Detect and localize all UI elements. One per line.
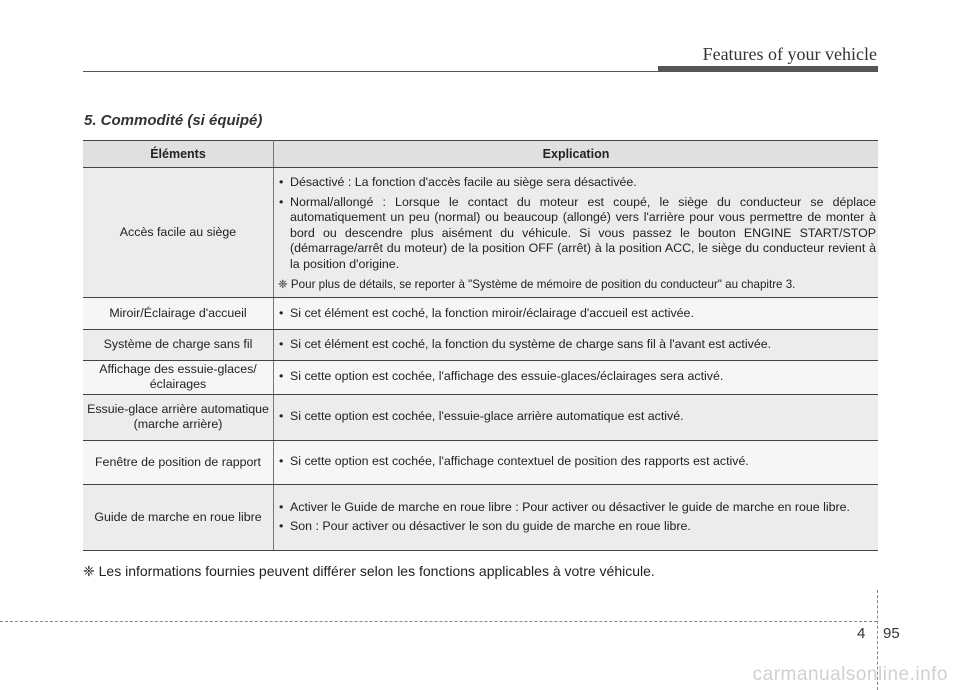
explication-bullet: • Si cet élément est coché, la fonction du système de charge sans fil à l'avant est activée. (278, 337, 876, 353)
row-item: Fenêtre de position de rapport (83, 440, 274, 484)
header-title: Features of your vehicle (702, 44, 877, 64)
explication-bullet: • Si cet élément est coché, la fonction miroir/éclairage d'accueil est activée. (278, 306, 876, 322)
row-item: Essuie-glace arrière automatique (marche arrière) (83, 394, 274, 440)
explication-bullet: • Normal/allongé : Lorsque le contact du moteur est coupé, le siège du conducteur se déplace automatiquement un peu (normal) ou beaucoup (allongé) vers l'arrière pour vous permettre de monter à bord ou descendre plus aisément du véhicule. Si vous passez le bouton ENGINE START/STOP (démarrage/arrêt du moteur) de la position OFF (arrêt) à la position ACC, le siège du conducteur revient à la position d'origine. (278, 195, 876, 273)
row-explication (274, 484, 879, 550)
row-item: Guide de marche en roue libre (83, 484, 274, 550)
table-row (83, 360, 878, 394)
table-header-row (83, 141, 878, 168)
row-item: Miroir/Éclairage d'accueil (83, 298, 274, 330)
explication-bullet: • Si cette option est cochée, l'affichage des essuie-glaces/éclairages sera activé. (278, 369, 876, 385)
footnote: ❈ Les informations fournies peuvent différer selon les fonctions applicables à votre véhicule. (83, 563, 655, 579)
row-item: Affichage des essuie-glaces/éclairages (83, 360, 274, 394)
row-explication (274, 440, 879, 484)
table-row (83, 484, 878, 550)
row-explication (274, 394, 879, 440)
table-row (83, 394, 878, 440)
table-row (83, 298, 878, 330)
row-explication (274, 298, 879, 330)
explication-bullet: • Si cette option est cochée, l'essuie-glace arrière automatique est activé. (278, 409, 876, 425)
table-row (83, 168, 878, 298)
settings-table (83, 140, 878, 551)
row-explication (274, 168, 879, 298)
watermark: carmanualsonline.info (752, 664, 948, 685)
footer-rule (0, 621, 877, 622)
explication-bullet: • Activer le Guide de marche en roue libre : Pour activer ou désactiver le guide de marche en roue libre. (278, 500, 876, 516)
table-row (83, 440, 878, 484)
section-title: 5. Commodité (si équipé) (84, 112, 263, 129)
column-header-elements: Éléments (83, 141, 274, 168)
explication-bullet: • Désactivé : La fonction d'accès facile au siège sera désactivée. (278, 175, 876, 191)
explication-bullet: • Son : Pour activer ou désactiver le son du guide de marche en roue libre. (278, 519, 876, 535)
header-rule-accent (658, 66, 878, 72)
explication-bullet: • Si cette option est cochée, l'affichage contextuel de position des rapports est activé. (278, 454, 876, 470)
page-number: 95 (883, 625, 900, 642)
row-note: ❈ Pour plus de détails, se reporter à "Système de mémoire de position du conducteur" au chapitre 3. (278, 278, 796, 291)
column-header-explication: Explication (274, 141, 879, 168)
row-explication (274, 330, 879, 361)
row-item: Accès facile au siège (83, 168, 274, 298)
row-explication (274, 360, 879, 394)
row-item: Système de charge sans fil (83, 330, 274, 361)
chapter-number: 4 (857, 625, 866, 642)
table-row (83, 330, 878, 361)
